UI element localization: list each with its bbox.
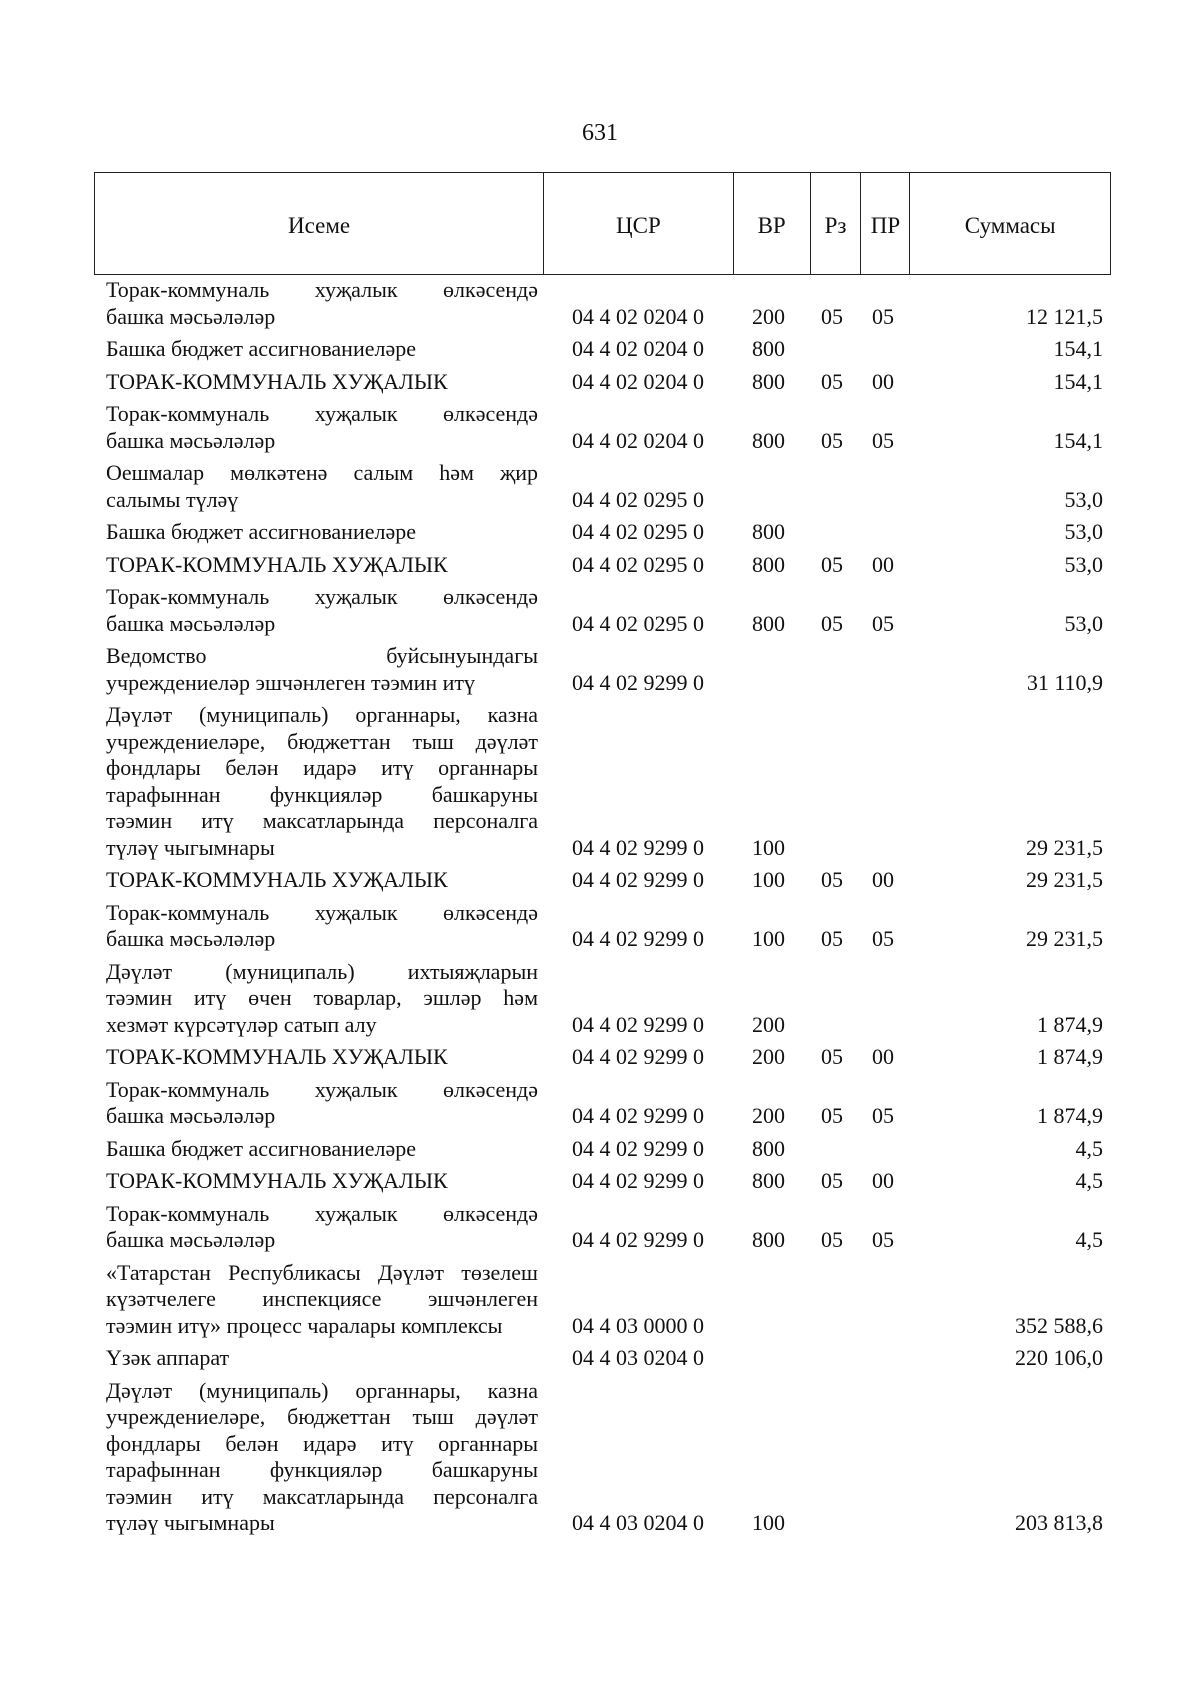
row-sum: 220 106,0 — [1015, 1345, 1103, 1370]
row-rz: 05 — [821, 610, 843, 636]
row-rz: 05 — [821, 427, 843, 453]
table-row — [94, 1168, 1111, 1195]
row-csr: 04 4 02 9299 0 — [572, 1044, 704, 1069]
row-vr: 800 — [752, 610, 785, 636]
table-row — [94, 867, 1111, 894]
row-name-line: ТОРАК-КОММУНАЛЬ ХУҖАЛЫК — [106, 551, 448, 577]
row-name-line: Дәүләт (муниципаль) ихтыяҗларын — [106, 958, 538, 984]
row-rz: 05 — [821, 1168, 843, 1193]
row-name-line: тәэмин итү максатларында персоналга — [106, 1483, 538, 1509]
row-name-line: Ведомство буйсынуындагы — [106, 643, 538, 668]
row-name-line: Дәүләт (муниципаль) органнары, казна — [106, 1377, 538, 1403]
row-pr: 00 — [872, 368, 894, 394]
row-pr: 00 — [872, 1168, 894, 1193]
row-name-line: фондлары белән идарә итү органнары — [106, 755, 538, 780]
table-row — [94, 643, 1111, 696]
row-name-line: ТОРАК-КОММУНАЛЬ ХУҖАЛЫК — [106, 368, 448, 394]
table-row — [94, 1044, 1111, 1071]
row-vr: 800 — [752, 551, 785, 577]
table-row — [94, 277, 1111, 330]
row-csr: 04 4 02 0295 0 — [572, 551, 704, 577]
header-sum: Суммасы — [964, 212, 1056, 238]
row-name-line: «Татарстан Республикасы Дәүләт төзелеш — [106, 1259, 538, 1285]
row-csr: 04 4 03 0204 0 — [572, 1345, 704, 1370]
row-rz: 05 — [821, 1044, 843, 1069]
row-name — [94, 401, 544, 454]
row-pr: 05 — [872, 427, 894, 453]
row-pr: 00 — [872, 551, 894, 577]
row-pr: 05 — [872, 610, 894, 636]
row-name — [94, 460, 544, 513]
row-vr: 100 — [752, 867, 785, 892]
row-name-line: салымы түләү — [106, 486, 239, 512]
row-csr: 04 4 02 0204 0 — [572, 336, 704, 361]
table-row — [94, 519, 1111, 546]
row-sum: 1 874,9 — [1037, 1011, 1103, 1037]
row-name-line: тәэмин итү өчен товарлар, эшләр һәм — [106, 985, 538, 1010]
row-name-line: Оешмалар мөлкәтенә салым һәм җир — [106, 460, 538, 485]
row-name-line: фондлары белән идарә итү органнары — [106, 1430, 538, 1456]
table-row — [94, 401, 1111, 454]
row-csr: 04 4 02 0295 0 — [572, 610, 704, 636]
row-sum: 53,0 — [1064, 551, 1103, 577]
row-sum: 31 110,9 — [1026, 669, 1103, 695]
row-name — [94, 867, 544, 894]
row-name — [94, 519, 544, 546]
row-name-line: ТОРАК-КОММУНАЛЬ ХУҖАЛЫК — [106, 867, 448, 892]
row-name-line: Торак-коммуналь хуҗалык өлкәсендә — [106, 899, 538, 925]
row-name-line: учреждениеләре, бюджеттан тыш дәүләт — [106, 1404, 538, 1429]
row-sum: 29 231,5 — [1026, 867, 1103, 892]
row-vr: 800 — [752, 1227, 785, 1252]
header-vr: ВР — [734, 173, 811, 274]
table-row — [94, 1378, 1111, 1537]
table-row — [94, 584, 1111, 637]
row-sum: 203 813,8 — [1015, 1510, 1103, 1535]
row-name — [94, 1378, 544, 1537]
table-row — [94, 336, 1111, 363]
row-pr: 05 — [872, 1103, 894, 1128]
row-sum: 1 874,9 — [1037, 1103, 1103, 1128]
row-sum: 12 121,5 — [1026, 303, 1103, 329]
row-name — [94, 336, 544, 363]
table-row — [94, 552, 1111, 579]
table-row — [94, 1345, 1111, 1372]
row-name — [94, 369, 544, 396]
row-name — [94, 900, 544, 953]
row-name-line: тәэмин итү» процесс чаралары комплексы — [106, 1312, 503, 1338]
row-vr: 200 — [752, 1044, 785, 1069]
row-rz: 05 — [821, 867, 843, 892]
row-name — [94, 584, 544, 637]
row-rz: 05 — [821, 926, 843, 951]
row-name-line: тарафыннан функцияләр башкаруны — [106, 1457, 538, 1482]
row-csr: 04 4 02 0204 0 — [572, 303, 704, 329]
row-csr: 04 4 02 9299 0 — [572, 1103, 704, 1128]
table-row — [94, 702, 1111, 861]
row-sum: 352 588,6 — [1015, 1312, 1103, 1338]
row-vr: 800 — [752, 427, 785, 453]
row-rz: 05 — [821, 1103, 843, 1128]
row-vr: 200 — [752, 303, 785, 329]
row-sum: 154,1 — [1053, 427, 1103, 453]
table-row — [94, 1260, 1111, 1340]
header-name: Исеме — [95, 173, 544, 274]
row-sum: 53,0 — [1064, 610, 1103, 636]
row-vr: 100 — [752, 1510, 785, 1535]
row-name-line: күзәтчелеге инспекциясе эшчәнлеген — [106, 1286, 538, 1311]
row-name-line: башка мәсьәләләр — [106, 1103, 276, 1128]
row-csr: 04 4 02 9299 0 — [572, 1168, 704, 1193]
row-name-line: Дәүләт (муниципаль) органнары, казна — [106, 702, 538, 727]
table-header — [94, 172, 1111, 275]
row-name-line: ТОРАК-КОММУНАЛЬ ХУҖАЛЫК — [106, 1168, 448, 1193]
row-vr: 800 — [752, 336, 785, 361]
row-name — [94, 277, 544, 330]
row-vr: 200 — [752, 1011, 785, 1037]
row-csr: 04 4 02 9299 0 — [572, 926, 704, 951]
row-name-line: учреждениеләр эшчәнлеген тәэмин итү — [106, 669, 476, 695]
row-name-line: ТОРАК-КОММУНАЛЬ ХУҖАЛЫК — [106, 1044, 448, 1069]
row-csr: 04 4 03 0204 0 — [572, 1510, 704, 1535]
row-vr: 800 — [752, 1135, 785, 1161]
row-sum: 53,0 — [1064, 486, 1103, 512]
table-row — [94, 369, 1111, 396]
row-sum: 29 231,5 — [1026, 926, 1103, 951]
header-rz: Рз — [811, 173, 862, 274]
row-name-line: Торак-коммуналь хуҗалык өлкәсендә — [106, 584, 538, 609]
row-name — [94, 1168, 544, 1195]
row-vr: 200 — [752, 1103, 785, 1128]
row-csr: 04 4 03 0000 0 — [572, 1312, 704, 1338]
row-pr: 00 — [872, 1044, 894, 1069]
row-csr: 04 4 02 9299 0 — [572, 1135, 704, 1161]
row-csr: 04 4 02 0204 0 — [572, 427, 704, 453]
row-sum: 29 231,5 — [1026, 834, 1103, 860]
row-csr: 04 4 02 9299 0 — [572, 867, 704, 892]
row-name-line: башка мәсьәләләр — [106, 926, 276, 951]
row-name — [94, 643, 544, 696]
table-row — [94, 959, 1111, 1039]
row-name — [94, 1345, 544, 1372]
row-name — [94, 1201, 544, 1254]
row-name-line: түләү чыгымнары — [106, 1510, 275, 1535]
row-sum: 1 874,9 — [1037, 1044, 1103, 1069]
row-vr: 100 — [752, 926, 785, 951]
row-name-line: Торак-коммуналь хуҗалык өлкәсендә — [106, 277, 538, 302]
row-name-line: тарафыннан функцияләр башкаруны — [106, 781, 538, 807]
row-rz: 05 — [821, 551, 843, 577]
page-number: 631 — [582, 120, 618, 146]
header-pr: ПР — [861, 173, 910, 274]
row-sum: 4,5 — [1075, 1168, 1103, 1193]
row-rz: 05 — [821, 303, 843, 329]
row-vr: 800 — [752, 368, 785, 394]
row-csr: 04 4 02 0295 0 — [572, 486, 704, 512]
row-vr: 100 — [752, 834, 785, 860]
row-name-line: башка мәсьәләләр — [106, 610, 276, 636]
row-csr: 04 4 02 9299 0 — [572, 669, 704, 695]
row-name-line: башка мәсьәләләр — [106, 1227, 276, 1252]
row-sum: 53,0 — [1064, 519, 1103, 544]
row-name — [94, 1077, 544, 1130]
row-csr: 04 4 02 9299 0 — [572, 1011, 704, 1037]
row-name-line: хезмәт күрсәтүләр сатып алу — [106, 1011, 377, 1037]
row-name-line: Торак-коммуналь хуҗалык өлкәсендә — [106, 1200, 538, 1226]
row-csr: 04 4 02 9299 0 — [572, 834, 704, 860]
row-sum: 154,1 — [1053, 336, 1103, 361]
row-name-line: Торак-коммуналь хуҗалык өлкәсендә — [106, 401, 538, 426]
row-name — [94, 1260, 544, 1340]
table-row — [94, 460, 1111, 513]
row-csr: 04 4 02 0295 0 — [572, 519, 704, 544]
row-name-line: Башка бюджет ассигнованиеләре — [106, 1135, 416, 1161]
row-name — [94, 552, 544, 579]
row-name-line: Торак-коммуналь хуҗалык өлкәсендә — [106, 1076, 538, 1102]
row-rz: 05 — [821, 1227, 843, 1252]
row-csr: 04 4 02 9299 0 — [572, 1227, 704, 1252]
row-name — [94, 1044, 544, 1071]
row-pr: 05 — [872, 303, 894, 329]
table-row — [94, 1077, 1111, 1130]
header-csr: ЦСР — [544, 173, 734, 274]
row-sum: 4,5 — [1075, 1135, 1103, 1161]
row-name-line: Үзәк аппарат — [106, 1345, 230, 1370]
row-name-line: тәэмин итү максатларында персоналга — [106, 808, 538, 833]
row-sum: 4,5 — [1075, 1227, 1103, 1252]
row-name-line: учреждениеләре, бюджеттан тыш дәүләт — [106, 728, 538, 754]
row-vr: 800 — [752, 1168, 785, 1193]
row-csr: 04 4 02 0204 0 — [572, 368, 704, 394]
row-vr: 800 — [752, 519, 785, 544]
row-name — [94, 702, 544, 861]
row-name-line: Башка бюджет ассигнованиеләре — [106, 519, 416, 544]
row-name-line: башка мәсьәләләр — [106, 303, 276, 329]
table-row — [94, 1136, 1111, 1163]
row-pr: 05 — [872, 1227, 894, 1252]
row-name — [94, 959, 544, 1039]
row-pr: 00 — [872, 867, 894, 892]
row-rz: 05 — [821, 368, 843, 394]
table-row — [94, 900, 1111, 953]
table-body — [94, 277, 1111, 1543]
row-name — [94, 1136, 544, 1163]
row-name-line: түләү чыгымнары — [106, 834, 275, 860]
row-pr: 05 — [872, 926, 894, 951]
table-row — [94, 1201, 1111, 1254]
row-name-line: башка мәсьәләләр — [106, 427, 276, 453]
row-sum: 154,1 — [1053, 368, 1103, 394]
row-name-line: Башка бюджет ассигнованиеләре — [106, 336, 416, 361]
